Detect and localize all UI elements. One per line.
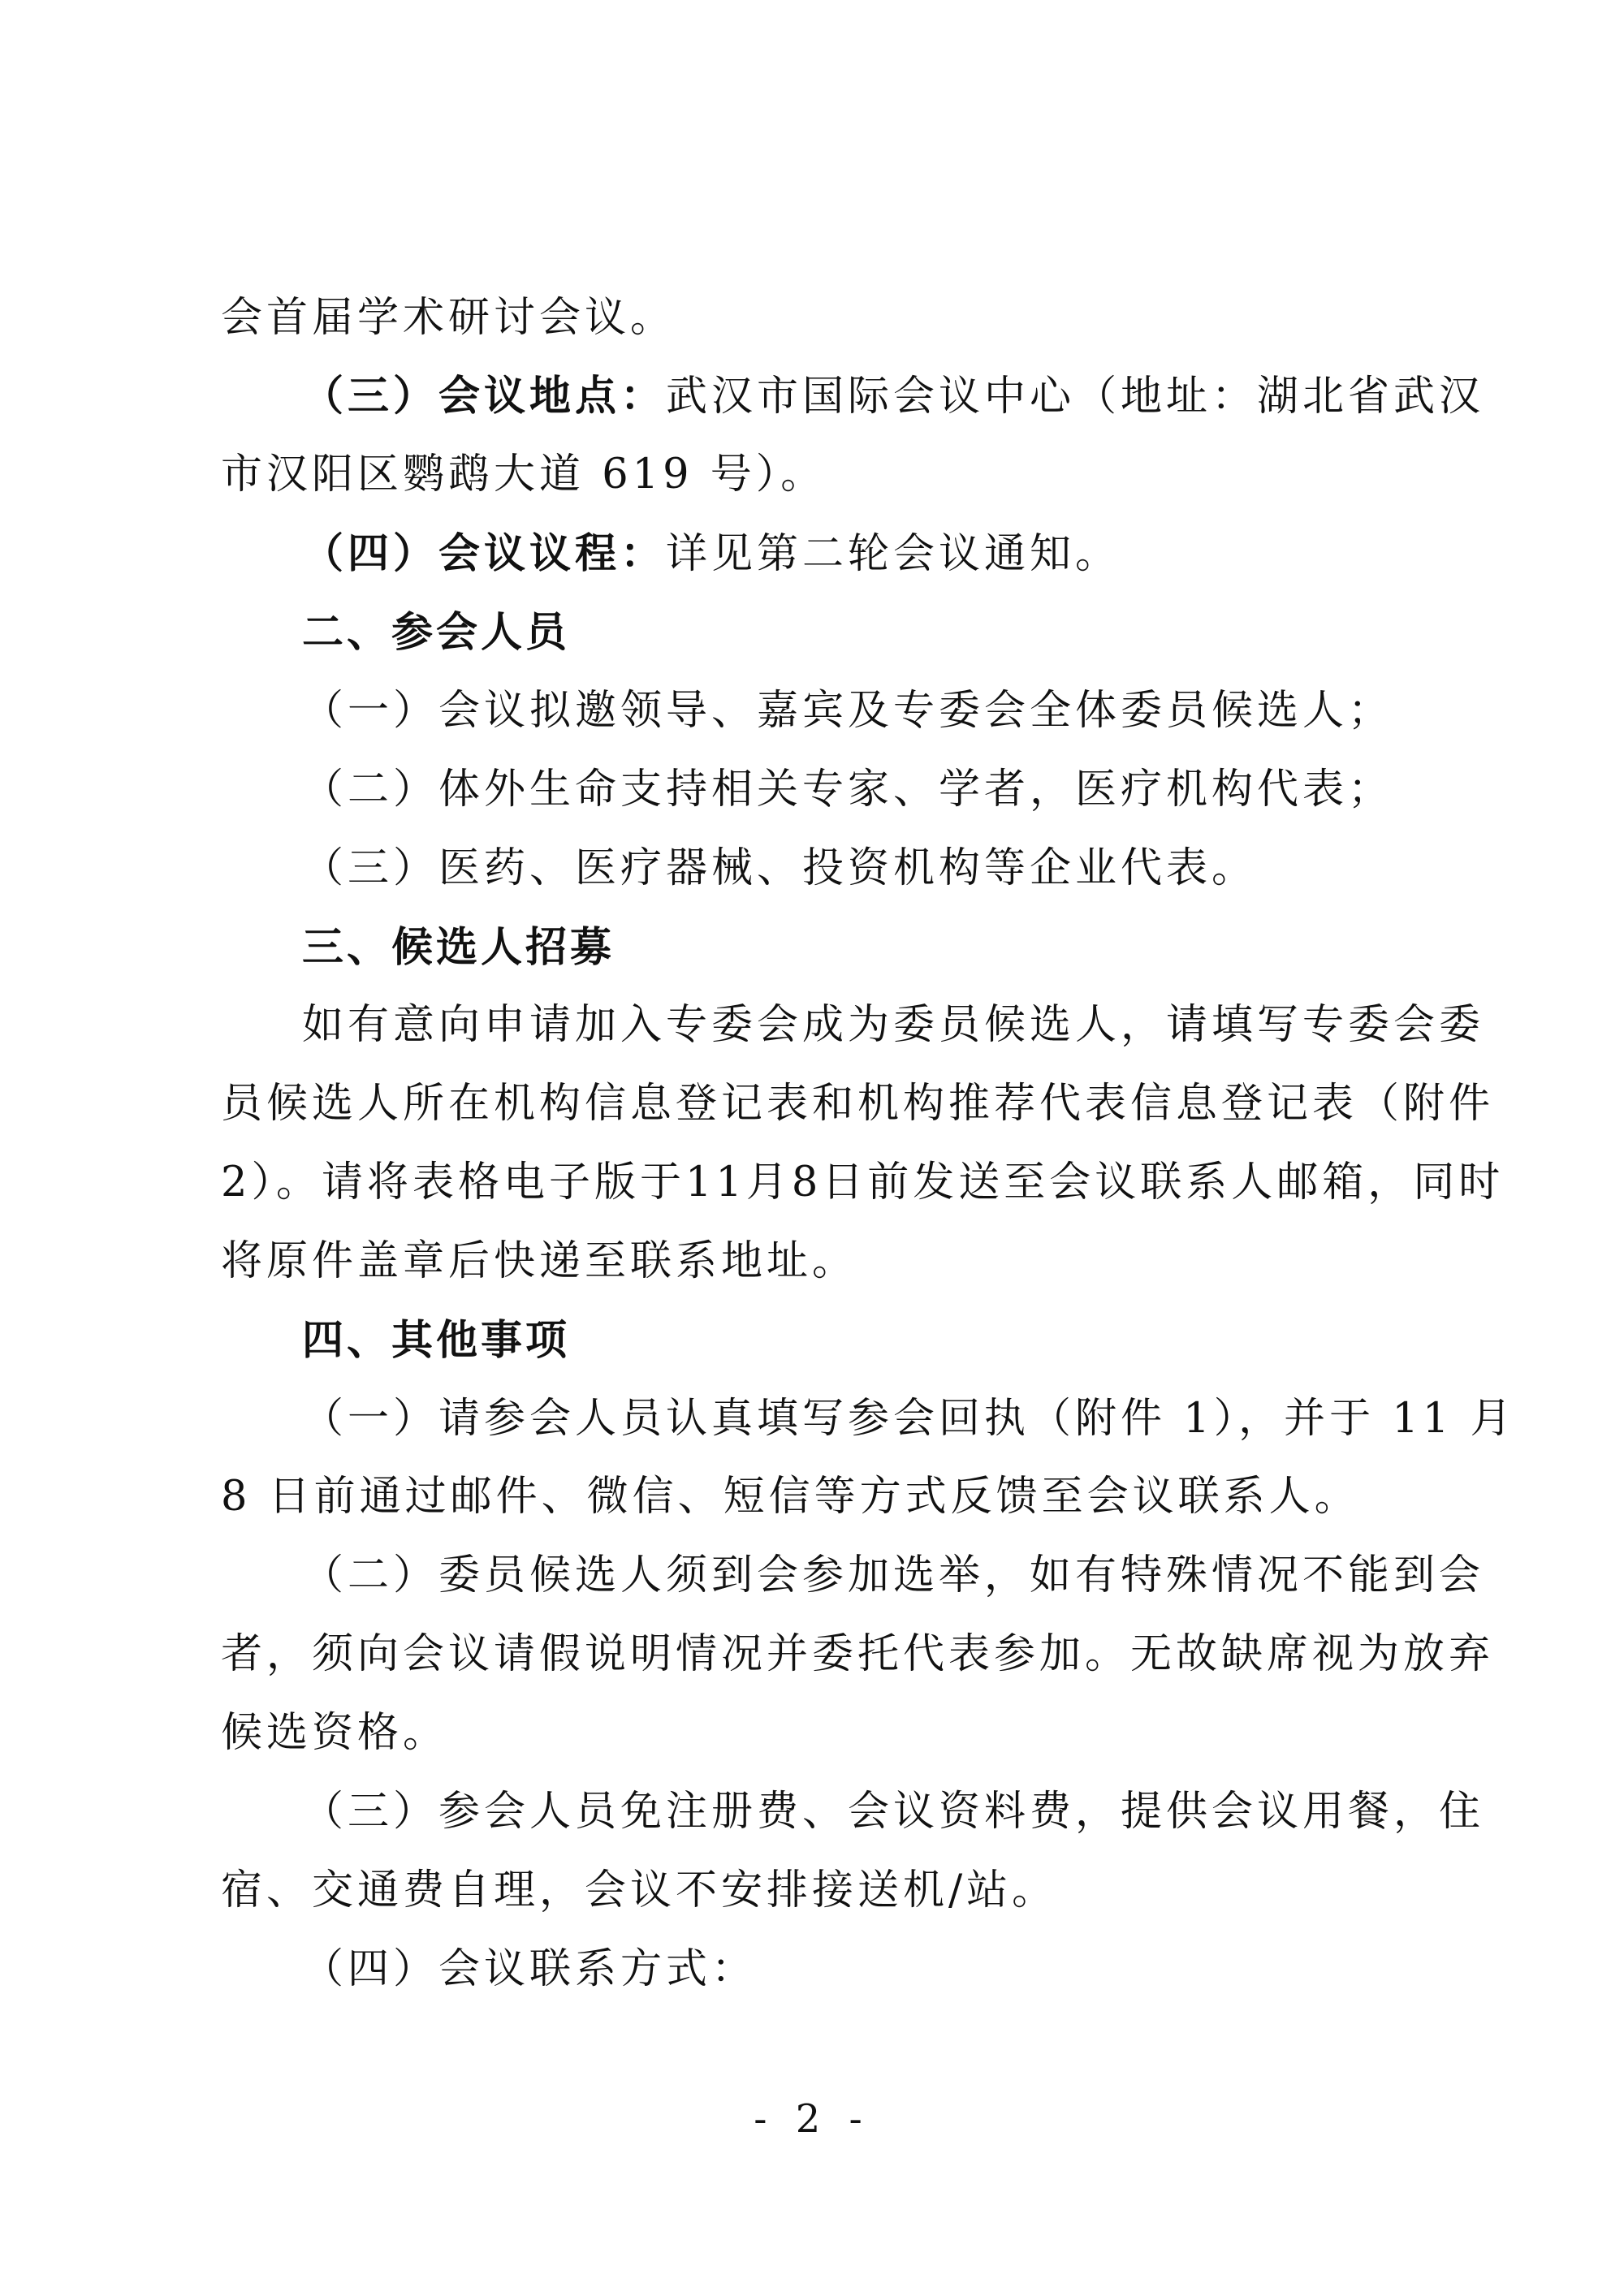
- agenda-text: 详见第二轮会议通知。: [666, 530, 1121, 578]
- venue-line: [302, 372, 1484, 421]
- section-heading-other: 四、其他事项: [302, 1316, 571, 1365]
- recruitment-line-2: 员候选人所在机构信息登记表和机构推荐代表信息登记表（附件: [221, 1080, 1495, 1128]
- other-item-4: （四）会议联系方式：: [302, 1945, 758, 1993]
- section-heading-attendees: 二、参会人员: [302, 608, 571, 657]
- recruitment-line-1: 如有意向申请加入专委会成为委员候选人，请填写专委会委: [302, 1001, 1485, 1049]
- recruitment-line-4: 将原件盖章后快递至联系地址。: [221, 1237, 858, 1285]
- venue-text: 武汉市国际会议中心（地址：湖北省武汉: [666, 373, 1485, 421]
- agenda-label: （四）会议议程：: [302, 529, 667, 578]
- other-item-1-line-1: （一）请参会人员认真填写参会回执（附件 1），并于 11 月: [302, 1395, 1516, 1443]
- venue-address-line: 市汉阳区鹦鹉大道 619 号）。: [221, 451, 827, 498]
- paragraph-line: 会首届学术研讨会议。: [221, 294, 676, 342]
- recruitment-line-3: 2）。请将表格电子版于11月8日前发送至会议联系人邮箱，同时: [221, 1159, 1505, 1206]
- attendees-item-2: （二）体外生命支持相关专家、学者，医疗机构代表；: [302, 766, 1394, 814]
- other-item-2-line-1: （二）委员候选人须到会参加选举，如有特殊情况不能到会: [302, 1552, 1485, 1599]
- other-item-3-line-2: 宿、交通费自理，会议不安排接送机/站。: [221, 1867, 1058, 1914]
- attendees-item-1: （一）会议拟邀领导、嘉宾及专委会全体委员候选人；: [302, 687, 1394, 735]
- other-item-3-line-1: （三）参会人员免注册费、会议资料费，提供会议用餐，住: [302, 1788, 1485, 1836]
- other-item-1-line-2: 8 日前通过邮件、微信、短信等方式反馈至会议联系人。: [221, 1473, 1360, 1521]
- attendees-item-3: （三）医药、医疗器械、投资机构等企业代表。: [302, 844, 1258, 892]
- section-heading-recruitment: 三、候选人招募: [302, 923, 615, 972]
- other-item-2-line-2: 者，须向会议请假说明情况并委托代表参加。无故缺席视为放弃: [221, 1630, 1495, 1678]
- agenda-line: [302, 529, 1121, 579]
- other-item-2-line-3: 候选资格。: [221, 1709, 449, 1757]
- venue-label: （三）会议地点：: [302, 372, 667, 421]
- page-number: - 2 -: [754, 2096, 870, 2142]
